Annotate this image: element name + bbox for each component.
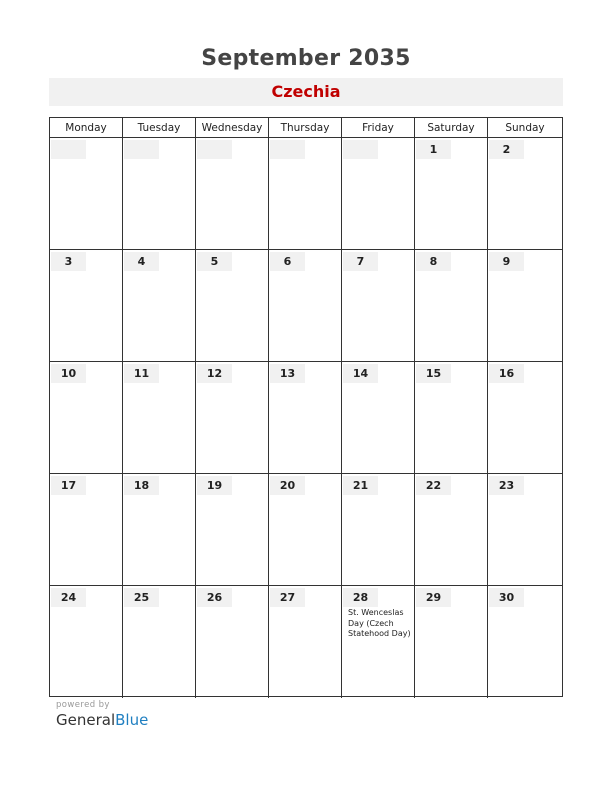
day-cell-friday[interactable] [343, 250, 414, 362]
week-row [50, 474, 562, 586]
week-row [50, 362, 562, 474]
day-cell-friday[interactable] [343, 474, 414, 586]
day-number: 6 [270, 252, 305, 271]
day-number: 23 [489, 476, 524, 495]
day-number [343, 140, 378, 159]
weekday-header-thursday: Thursday [280, 122, 330, 134]
day-cell-thursday[interactable] [270, 250, 341, 362]
day-number: 5 [197, 252, 232, 271]
weekday-header-saturday: Saturday [427, 122, 475, 134]
day-number: 13 [270, 364, 305, 383]
day-number: 11 [124, 364, 159, 383]
day-cell-saturday[interactable] [416, 586, 487, 698]
day-number: 7 [343, 252, 378, 271]
day-cell-sunday[interactable] [489, 586, 562, 698]
day-number: 21 [343, 476, 378, 495]
page-title: September 2035 [201, 46, 411, 71]
powered-by-label: powered by [56, 700, 110, 710]
day-cell-monday[interactable] [51, 362, 122, 474]
day-cell-monday[interactable] [51, 250, 122, 362]
day-number: 26 [197, 588, 232, 607]
day-cell-thursday[interactable] [270, 586, 341, 698]
day-cell-wednesday[interactable] [197, 586, 268, 698]
day-cell-monday[interactable] [51, 474, 122, 586]
day-number: 20 [270, 476, 305, 495]
day-number: 19 [197, 476, 232, 495]
day-number: 15 [416, 364, 451, 383]
day-cell-saturday[interactable] [416, 474, 487, 586]
day-number: 12 [197, 364, 232, 383]
day-cell-tuesday[interactable] [124, 586, 195, 698]
day-cell-saturday[interactable] [416, 250, 487, 362]
country-name: Czechia [271, 82, 341, 101]
holiday-label: St. Wenceslas Day (Czech Statehood Day) [348, 608, 411, 638]
day-cell-sunday[interactable] [489, 138, 562, 250]
week-row [50, 138, 562, 250]
day-cell-sunday[interactable] [489, 250, 562, 362]
day-number [51, 140, 86, 159]
day-number: 3 [51, 252, 86, 271]
week-row [50, 586, 562, 698]
day-cell-monday[interactable] [51, 138, 122, 250]
weekday-header-friday: Friday [362, 122, 394, 134]
day-number: 18 [124, 476, 159, 495]
day-number: 27 [270, 588, 305, 607]
day-number: 16 [489, 364, 524, 383]
day-cell-tuesday[interactable] [124, 362, 195, 474]
day-cell-tuesday[interactable] [124, 474, 195, 586]
day-cell-wednesday[interactable] [197, 474, 268, 586]
day-number: 2 [489, 140, 524, 159]
weekday-header-sunday: Sunday [505, 122, 545, 134]
footer [56, 700, 148, 729]
day-cell-friday[interactable] [343, 586, 414, 698]
day-number: 1 [416, 140, 451, 159]
day-cell-wednesday[interactable] [197, 362, 268, 474]
day-cell-wednesday[interactable] [197, 250, 268, 362]
day-number [270, 140, 305, 159]
weekday-header-monday: Monday [65, 122, 107, 134]
day-cell-thursday[interactable] [270, 362, 341, 474]
day-number [124, 140, 159, 159]
calendar-grid [49, 117, 563, 697]
day-number: 28 [343, 588, 378, 607]
brand-blue: Blue [115, 711, 149, 729]
week-row [50, 250, 562, 362]
day-number: 17 [51, 476, 86, 495]
day-number [197, 140, 232, 159]
generalblue-logo[interactable] [56, 711, 148, 729]
day-number: 24 [51, 588, 86, 607]
day-number: 22 [416, 476, 451, 495]
day-cell-saturday[interactable] [416, 138, 487, 250]
day-number: 10 [51, 364, 86, 383]
day-number: 9 [489, 252, 524, 271]
weekday-header-row [50, 118, 562, 138]
day-cell-sunday[interactable] [489, 474, 562, 586]
day-cell-tuesday[interactable] [124, 250, 195, 362]
day-cell-friday[interactable] [343, 138, 414, 250]
day-number: 4 [124, 252, 159, 271]
day-number: 14 [343, 364, 378, 383]
day-cell-monday[interactable] [51, 586, 122, 698]
weekday-header-tuesday: Tuesday [137, 122, 181, 134]
country-banner [49, 78, 563, 106]
day-cell-saturday[interactable] [416, 362, 487, 474]
day-number: 30 [489, 588, 524, 607]
day-cell-sunday[interactable] [489, 362, 562, 474]
day-cell-thursday[interactable] [270, 474, 341, 586]
day-cell-friday[interactable] [343, 362, 414, 474]
weekday-header-wednesday: Wednesday [201, 122, 263, 134]
day-number: 29 [416, 588, 451, 607]
day-number: 25 [124, 588, 159, 607]
day-number: 8 [416, 252, 451, 271]
day-cell-thursday[interactable] [270, 138, 341, 250]
day-cell-tuesday[interactable] [124, 138, 195, 250]
brand-general: General [56, 711, 116, 729]
day-cell-wednesday[interactable] [197, 138, 268, 250]
